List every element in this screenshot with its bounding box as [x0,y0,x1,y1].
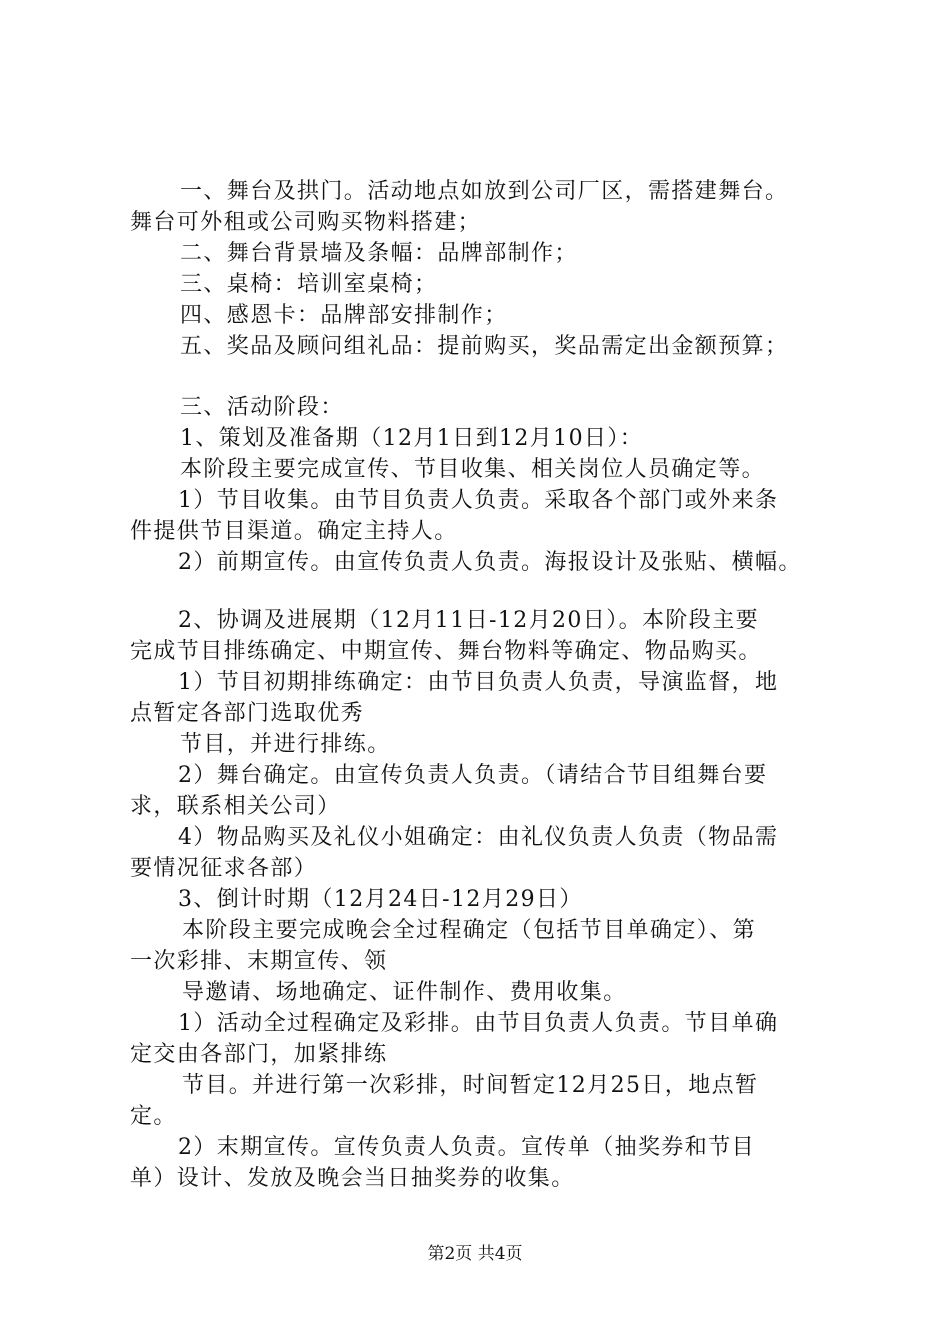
section-heading: 三、活动阶段： [180,395,344,420]
text-line: 1）节目收集。由节目负责人负责。采取各个部门或外来条 [178,488,779,513]
text-line: 本阶段主要完成晚会全过程确定（包括节目单确定）、第 [182,918,757,943]
text-line: 定交由各部门，加紧排练 [130,1042,388,1067]
text-line: 要情况征求各部） [130,856,318,881]
text-line: 单）设计、发放及晚会当日抽奖券的收集。 [130,1166,575,1191]
text-line: 1）节目初期排练确定：由节目负责人负责，导演监督，地 [178,670,779,695]
page-number-footer: 第2页 共4页 [427,1244,523,1264]
text-line: 二、舞台背景墙及条幅：品牌部制作； [180,241,578,266]
text-line: 节目，并进行排练。 [180,732,391,757]
text-line: 五、奖品及顾问组礼品：提前购买，奖品需定出金额预算； [180,334,789,359]
text-line: 点暂定各部门选取优秀 [130,701,365,726]
text-line: 节目。并进行第一次彩排，时间暂定12月25日，地点暂 [182,1073,759,1098]
text-line: 2）舞台确定。由宣传负责人负责。（请结合节目组舞台要 [178,763,768,788]
text-line: 件提供节目渠道。确定主持人。 [130,519,458,544]
text-line: 导邀请、场地确定、证件制作、费用收集。 [182,980,627,1005]
text-line: 求，联系相关公司） [130,794,341,819]
text-line: 1、策划及准备期（12月1日到12月10日）： [180,426,644,451]
text-line: 1）活动全过程确定及彩排。由节目负责人负责。节目单确 [178,1011,779,1036]
text-line: 本阶段主要完成宣传、节目收集、相关岗位人员确定等。 [180,457,766,482]
text-line: 四、感恩卡：品牌部安排制作； [180,303,508,328]
text-line: 3、倒计时期（12月24日-12月29日） [178,887,583,912]
text-line: 2）末期宣传。宣传负责人负责。宣传单（抽奖券和节目 [178,1135,755,1160]
text-line: 一、舞台及拱门。活动地点如放到公司厂区，需搭建舞台。 [180,179,789,204]
text-line: 三、桌椅：培训室桌椅； [180,272,438,297]
text-line: 2）前期宣传。由宣传负责人负责。海报设计及张贴、横幅。 [178,550,802,575]
text-line: 舞台可外租或公司购买物料搭建； [130,210,482,235]
text-line: 定。 [130,1104,177,1129]
text-line: 一次彩排、末期宣传、领 [130,949,388,974]
text-line: 完成节目排练确定、中期宣传、舞台物料等确定、物品购买。 [130,639,762,664]
text-line: 4）物品购买及礼仪小姐确定：由礼仪负责人负责（物品需 [178,825,779,850]
text-line: 2、协调及进展期（12月11日-12月20日）。本阶段主要 [178,608,760,633]
